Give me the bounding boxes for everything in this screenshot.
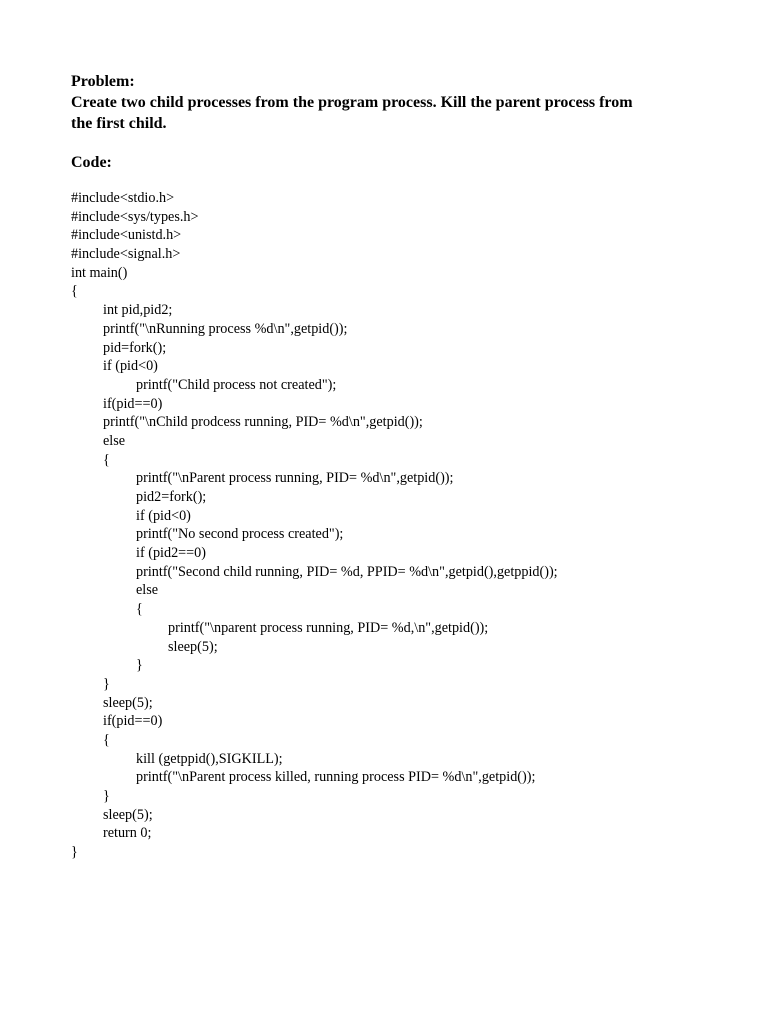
code-line: printf("\nRunning process %d\n",getpid()); bbox=[103, 320, 348, 337]
code-line: if (pid<0) bbox=[136, 507, 191, 524]
code-line: int main() bbox=[71, 264, 128, 281]
code-line: #include<stdio.h> bbox=[71, 190, 175, 206]
code-line: { bbox=[103, 731, 110, 748]
code-line: #include<signal.h> bbox=[71, 246, 181, 263]
code-line: sleep(5); bbox=[168, 638, 218, 655]
code-line: pid2=fork(); bbox=[136, 489, 207, 505]
problem-statement-line-1: Create two child processes from the program process. Kill the parent process from bbox=[71, 94, 633, 111]
code-line: else bbox=[136, 582, 159, 599]
code-line: sleep(5); bbox=[103, 806, 153, 823]
code-block bbox=[71, 189, 558, 862]
code-line: } bbox=[103, 675, 110, 692]
code-line: if(pid==0) bbox=[103, 395, 163, 412]
code-line: #include<unistd.h> bbox=[71, 227, 182, 244]
code-line: kill (getppid(),SIGKILL); bbox=[136, 750, 283, 767]
code-line: } bbox=[103, 788, 110, 804]
code-line: int pid,pid2; bbox=[103, 302, 173, 319]
code-line: printf("\nChild prodcess running, PID= %d\n",getpid()); bbox=[103, 414, 423, 431]
code-line: if (pid<0) bbox=[103, 358, 158, 375]
code-line: pid=fork(); bbox=[103, 339, 167, 356]
code-line: else bbox=[103, 432, 126, 449]
code-line: printf("No second process created"); bbox=[136, 526, 344, 543]
code-line: { bbox=[71, 283, 78, 300]
code-line: return 0; bbox=[103, 825, 152, 842]
problem-heading: Problem: bbox=[71, 73, 135, 90]
code-line: if (pid2==0) bbox=[136, 545, 206, 562]
code-line: sleep(5); bbox=[103, 694, 153, 711]
code-line: #include<sys/types.h> bbox=[71, 208, 199, 225]
code-line: } bbox=[71, 844, 78, 861]
code-line: printf("\nParent process running, PID= %d\n",getpid()); bbox=[136, 470, 454, 487]
code-line: printf("\nparent process running, PID= %d,\n",getpid()); bbox=[168, 619, 489, 636]
code-heading: Code: bbox=[71, 154, 112, 171]
code-line: if(pid==0) bbox=[103, 713, 163, 730]
problem-statement-line-2: the first child. bbox=[71, 115, 167, 132]
code-line: printf("\nParent process killed, running process PID= %d\n",getpid()); bbox=[136, 769, 536, 786]
code-line: { bbox=[136, 601, 143, 618]
code-line: printf("Second child running, PID= %d, PPID= %d\n",getpid(),getppid()); bbox=[136, 563, 558, 580]
code-line: { bbox=[103, 451, 110, 468]
code-line: } bbox=[136, 657, 143, 674]
code-line: printf("Child process not created"); bbox=[136, 376, 337, 393]
